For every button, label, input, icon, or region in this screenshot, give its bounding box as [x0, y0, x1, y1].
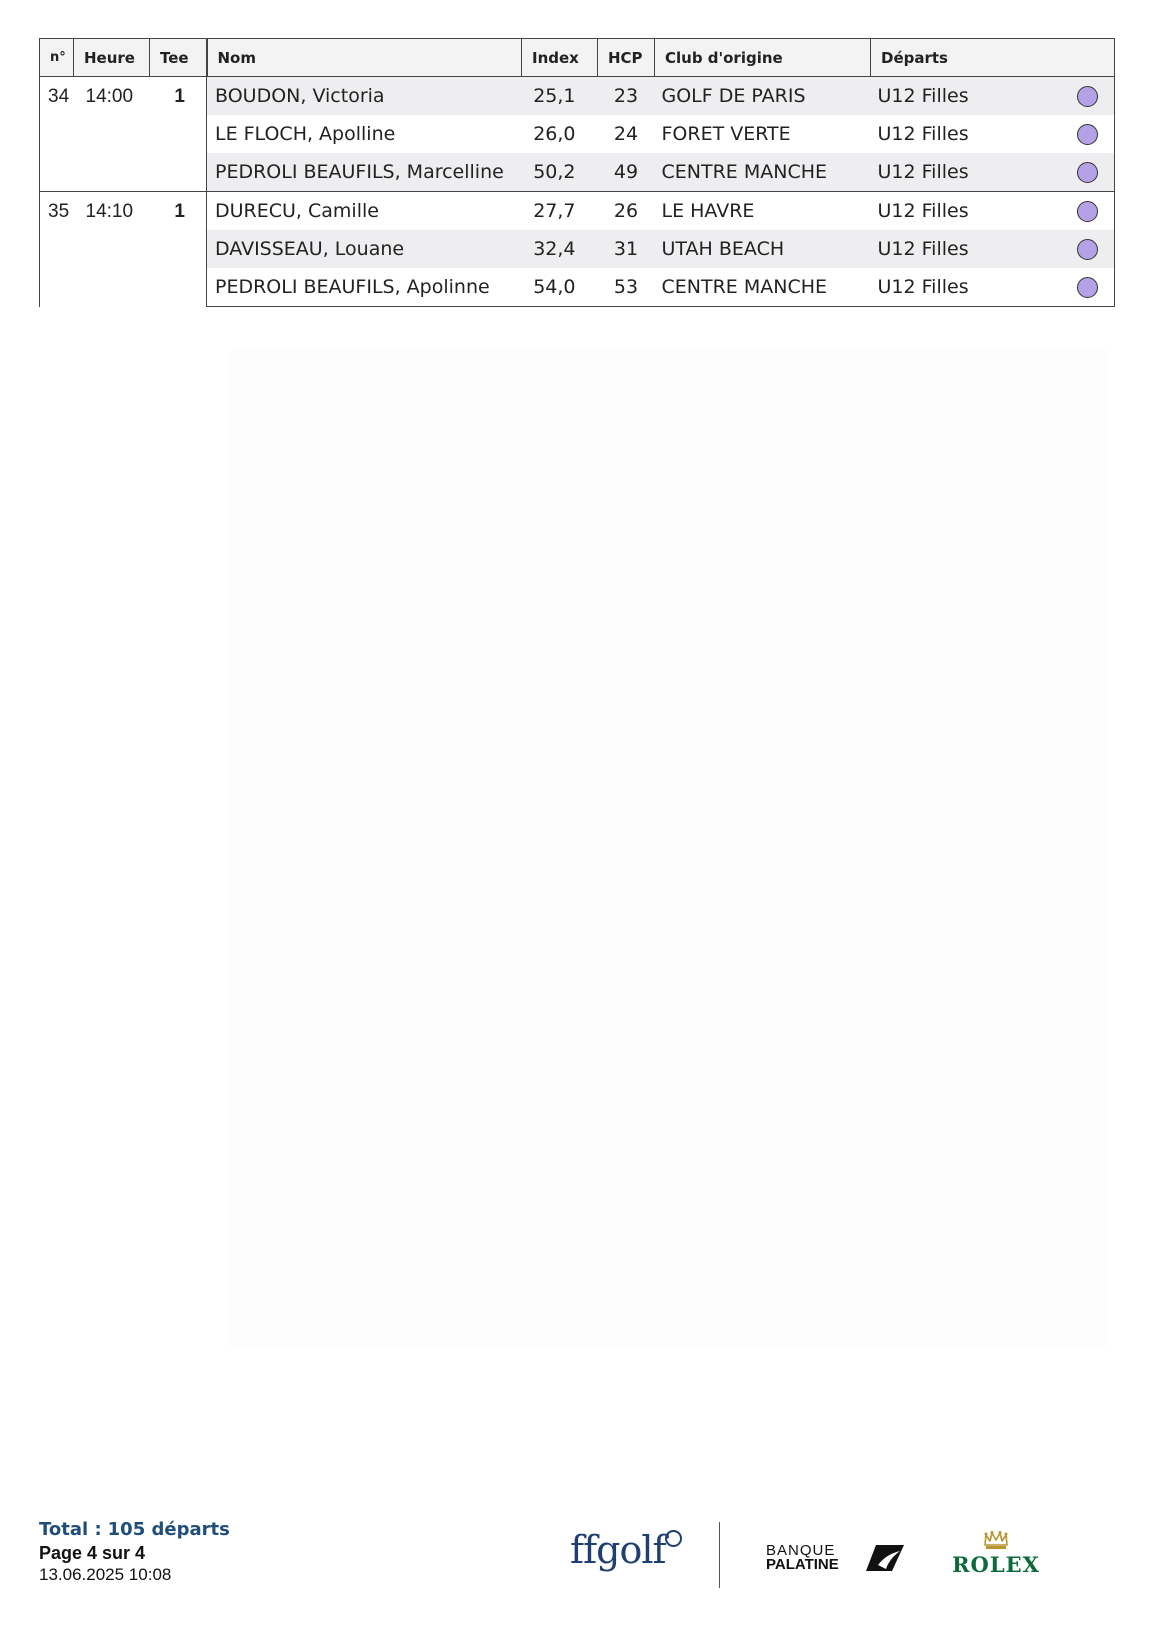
header-heure: Heure — [74, 39, 150, 77]
player-club: UTAH BEACH — [655, 230, 871, 268]
tee-marker-icon — [1077, 239, 1098, 260]
player-index: 50,2 — [522, 153, 598, 192]
banque-palatine-logo — [766, 1543, 906, 1575]
ffgolf-mark-icon — [665, 1530, 682, 1547]
player-name: LE FLOCH, Apolline — [215, 123, 396, 145]
header-index: Index — [522, 39, 598, 77]
group-time: 14:00 — [74, 77, 150, 192]
header-number: n° — [40, 39, 74, 77]
header-nom: Nom — [207, 39, 522, 77]
table-row — [40, 77, 1115, 116]
header-hcp: HCP — [598, 39, 655, 77]
banque-line1: BANQUE — [766, 1542, 836, 1559]
player-depart: U12 Filles — [877, 123, 969, 145]
player-club: FORET VERTE — [661, 123, 791, 145]
ffgolf-wordmark: ffgolf — [570, 1528, 666, 1572]
header-departs: Départs — [871, 39, 1115, 77]
player-club: CENTRE MANCHE — [655, 268, 871, 307]
logo-divider — [719, 1522, 720, 1588]
header-tee: Tee — [150, 39, 207, 77]
player-hcp: 53 — [598, 268, 655, 307]
player-depart: U12 Filles — [871, 77, 1061, 116]
total-label: Total : — [39, 1519, 102, 1540]
rolex-wordmark: ROLEX — [952, 1552, 1040, 1577]
tee-times-table — [39, 38, 1115, 307]
group-tee: 1 — [150, 192, 207, 307]
player-depart: U12 Filles — [871, 230, 1061, 268]
rolex-logo — [950, 1531, 1042, 1581]
banque-line2: PALATINE — [766, 1556, 839, 1573]
group-time: 14:10 — [74, 192, 150, 307]
ffgolf-logo — [570, 1528, 666, 1572]
tee-marker-icon — [1077, 277, 1098, 298]
player-club: GOLF DE PARIS — [655, 77, 871, 116]
player-club: LE HAVRE — [655, 192, 871, 231]
player-club: CENTRE MANCHE — [655, 153, 871, 192]
palatine-sail-icon — [862, 1543, 906, 1573]
player-index: 25,1 — [522, 77, 598, 116]
player-index: 26,0 — [533, 123, 576, 145]
rolex-crown-icon — [983, 1531, 1009, 1551]
tee-marker-icon — [1077, 162, 1098, 183]
player-index: 27,7 — [522, 192, 598, 231]
tee-marker-icon — [1077, 201, 1098, 222]
player-index: 54,0 — [522, 268, 598, 307]
group-number: 35 — [40, 192, 74, 307]
player-depart: U12 Filles — [871, 268, 1061, 307]
total-starts — [39, 1519, 230, 1543]
player-hcp: 23 — [598, 77, 655, 116]
player-hcp: 31 — [598, 230, 655, 268]
header-club: Club d'origine — [655, 39, 871, 77]
table-row — [40, 192, 1115, 231]
tee-marker-icon — [1077, 124, 1098, 145]
group-number: 34 — [40, 77, 74, 192]
page-background — [230, 350, 1110, 1350]
player-name: DAVISSEAU, Louane — [207, 230, 522, 268]
total-value: 105 départs — [107, 1519, 230, 1540]
footer-info — [39, 1519, 230, 1587]
player-name: BOUDON, Victoria — [207, 77, 522, 116]
player-depart: U12 Filles — [871, 192, 1061, 231]
player-name: PEDROLI BEAUFILS, Marcelline — [207, 153, 522, 192]
player-hcp: 49 — [598, 153, 655, 192]
player-depart: U12 Filles — [871, 153, 1061, 192]
player-name: DURECU, Camille — [207, 192, 522, 231]
player-name: PEDROLI BEAUFILS, Apolinne — [207, 268, 522, 307]
player-hcp: 26 — [598, 192, 655, 231]
player-hcp: 24 — [613, 123, 639, 145]
player-index: 32,4 — [522, 230, 598, 268]
print-datetime: 13.06.2025 10:08 — [39, 1565, 172, 1584]
page-number: Page 4 sur 4 — [39, 1543, 146, 1563]
table-header-row — [40, 39, 1115, 77]
group-tee: 1 — [150, 77, 207, 192]
tee-marker-icon — [1077, 86, 1098, 107]
